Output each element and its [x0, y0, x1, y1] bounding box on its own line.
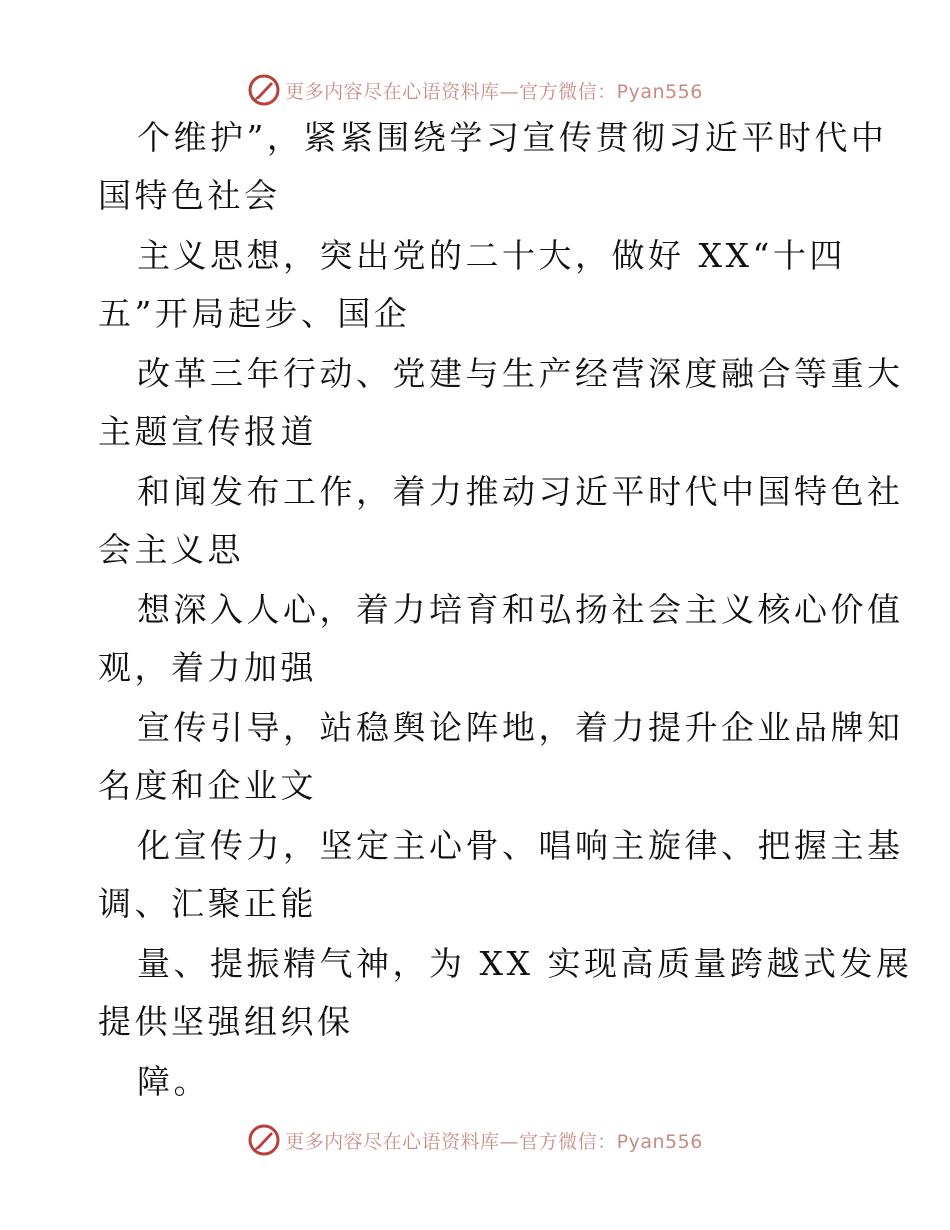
text-line: 五”开局起步、国企 [98, 294, 411, 333]
quill-logo-icon [247, 73, 281, 107]
text-line: 和闻发布工作，着力推动习近平时代中国特色社 [137, 472, 904, 511]
text-line: 化宣传力，坚定主心骨、唱响主旋律、把握主基 [137, 826, 904, 865]
text-line: 主题宣传报道 [98, 412, 317, 451]
text-line: 会主义思 [98, 530, 244, 569]
quill-logo-icon [247, 1123, 281, 1157]
text-line: 改革三年行动、党建与生产经营深度融合等重大 [137, 354, 904, 393]
footer-watermark [0, 1120, 950, 1160]
text-line: 国特色社会 [98, 176, 281, 215]
text-line: 调、汇聚正能 [98, 884, 317, 923]
text-line: 提供坚强组织保 [98, 1002, 354, 1041]
watermark-id: Pyan556 [616, 1130, 703, 1153]
watermark-text: 更多内容尽在心语资料库—官方微信：Pyan556 [285, 1130, 703, 1153]
text-line: 主义思想，突出党的二十大，做好 XX“十四 [137, 236, 846, 275]
text-line: 障。 [137, 1062, 210, 1101]
text-line: 观，着力加强 [98, 648, 317, 687]
watermark-id: Pyan556 [616, 80, 703, 103]
watermark-text: 更多内容尽在心语资料库—官方微信：Pyan556 [285, 80, 703, 103]
text-line: 名度和企业文 [98, 766, 317, 805]
text-line: 量、提振精气神，为 XX 实现高质量跨越式发展 [137, 944, 913, 983]
header-watermark [0, 70, 950, 110]
text-line: 个维护”，紧紧围绕学习宣传贯彻习近平时代中 [137, 118, 888, 157]
text-line: 想深入人心，着力培育和弘扬社会主义核心价值 [137, 590, 904, 629]
text-line: 宣传引导，站稳舆论阵地，着力提升企业品牌知 [137, 708, 904, 747]
